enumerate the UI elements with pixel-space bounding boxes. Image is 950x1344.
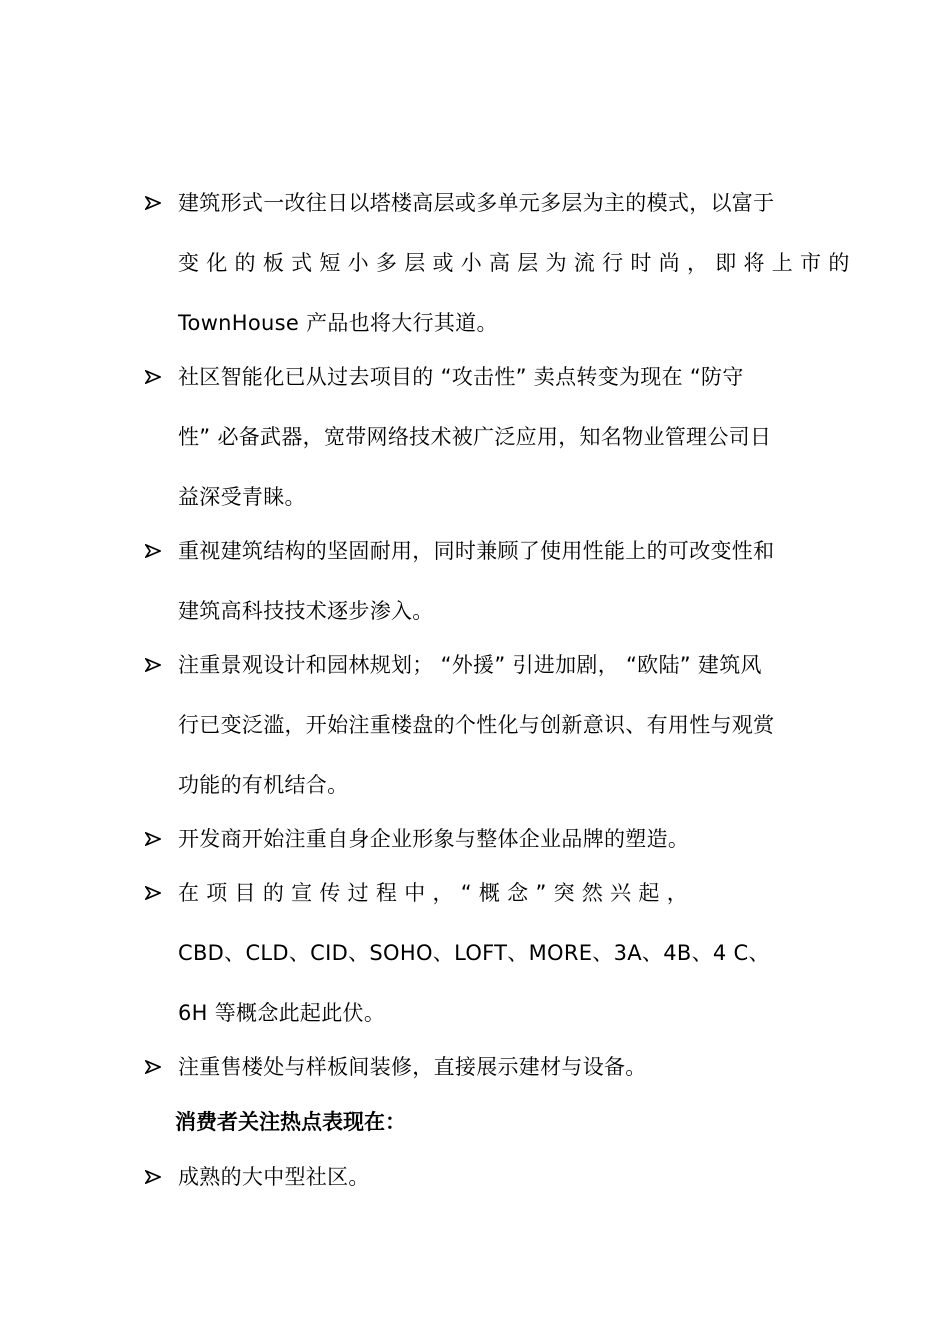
list-item-line: 注重景观设计和园林规划； “外援” 引进加剧， “欧陆” 建筑风 [178,653,762,677]
list-item-line: 6H 等概念此起此伏。 [178,1001,386,1025]
list-item-line: 注重售楼处与样板间装修，直接展示建材与设备。 [178,1055,647,1079]
arrow-bullet-icon [145,879,163,907]
list-item-line: 性” 必备武器，宽带网络技术被广泛应用，知名物业管理公司日 [178,425,772,449]
arrow-bullet-icon [145,363,163,391]
list-item-line: 成熟的大中型社区。 [178,1165,370,1189]
list-item-line: 功能的有机结合。 [178,773,349,797]
list-item-line: 开发商开始注重自身企业形象与整体企业品牌的塑造。 [178,827,690,851]
list-item-line: TownHouse 产品也将大行其道。 [178,311,498,335]
list-item-line: 变 化 的 板 式 短 小 多 层 或 小 高 层 为 流 行 时 尚 ， 即 将 上 市 的 [178,251,850,275]
list-item-line: 建筑高科技技术逐步渗入。 [178,599,434,623]
list-item-line: 社区智能化已从过去项目的 “攻击性” 卖点转变为现在 “防守 [178,365,744,389]
list-item-line: 重视建筑结构的坚固耐用，同时兼顾了使用性能上的可改变性和 [178,539,775,563]
list-item-line: 在 项 目 的 宣 传 过 程 中 ， “ 概 念 ” 突 然 兴 起 ， [178,881,689,905]
arrow-bullet-icon [145,189,163,217]
arrow-bullet-icon [145,537,163,565]
arrow-bullet-icon [145,1163,163,1191]
list-item-line: 建筑形式一改往日以塔楼高层或多单元多层为主的模式，以富于 [178,191,775,215]
arrow-bullet-icon [145,1053,163,1081]
list-item-line: CBD、CLD、CID、SOHO、LOFT、MORE、3A、4B、4 C、 [178,941,770,965]
list-item-line: 行已变泛滥，开始注重楼盘的个性化与创新意识、有用性与观赏 [178,713,775,737]
arrow-bullet-icon [145,651,163,679]
list-item-line: 益深受青睐。 [178,485,306,509]
section-heading: 消费者关注热点表现在： [175,1110,406,1134]
arrow-bullet-icon [145,825,163,853]
